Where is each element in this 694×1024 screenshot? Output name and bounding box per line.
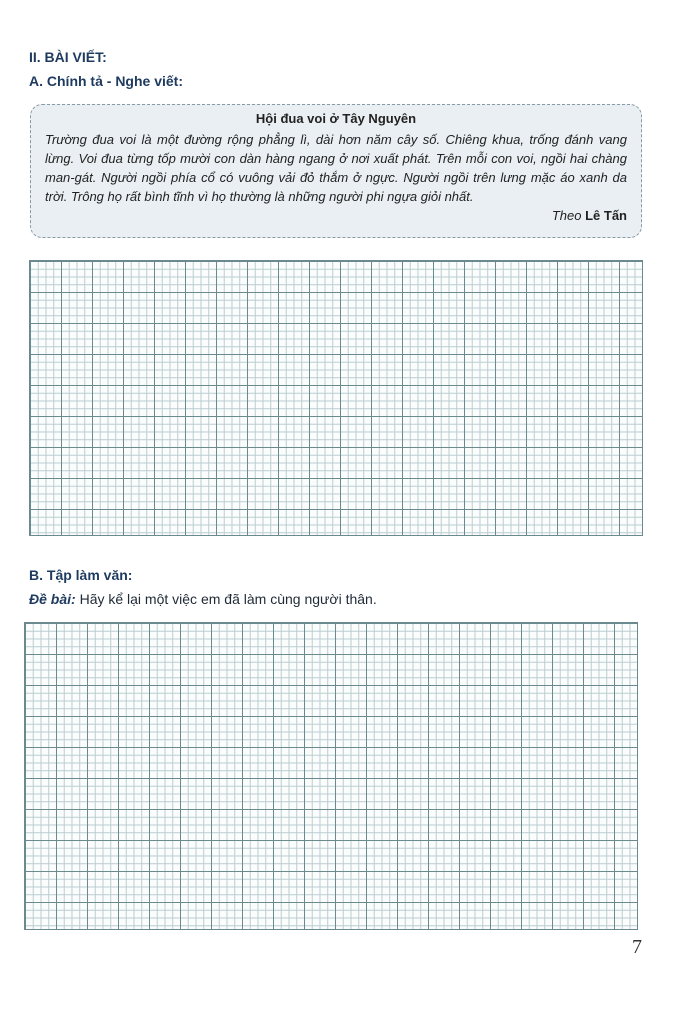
page-number: 7 <box>632 936 642 958</box>
passage-title: Hội đua voi ở Tây Nguyên <box>255 111 417 126</box>
passage-author <box>45 208 627 223</box>
author-name: Lê Tấn <box>585 208 627 223</box>
prompt-text: Hãy kể lại một việc em đã làm cùng người thân. <box>79 591 377 607</box>
part-a-heading: A. Chính tả - Nghe viết: <box>29 73 183 89</box>
essay-prompt <box>29 591 377 607</box>
essay-writing-grid[interactable] <box>24 622 638 930</box>
dictation-passage-box <box>30 104 642 238</box>
dictation-writing-grid[interactable] <box>29 260 643 536</box>
section-heading: II. BÀI VIẾT: <box>29 49 107 65</box>
passage-body: Trường đua voi là một đường rộng phẳng lì, dài hơn năm cây số. Chiêng khua, trống đánh vang lừng. Voi đua từng tốp mười con dàn hàng ngang ở nơi xuất phát. Trên mỗi con voi, ngồi hai chàng man-gát. Người ngồi phía cổ có vuông vải đỏ thắm ở ngực. Người ngồi trên lưng mặc áo xanh da trời. Trông họ rất bình tĩnh vì họ thường là những người phi ngựa giỏi nhất. <box>45 132 627 204</box>
author-label: Theo <box>551 208 582 223</box>
part-b-heading: B. Tập làm văn: <box>29 567 133 583</box>
prompt-label: Đề bài: <box>29 591 76 607</box>
